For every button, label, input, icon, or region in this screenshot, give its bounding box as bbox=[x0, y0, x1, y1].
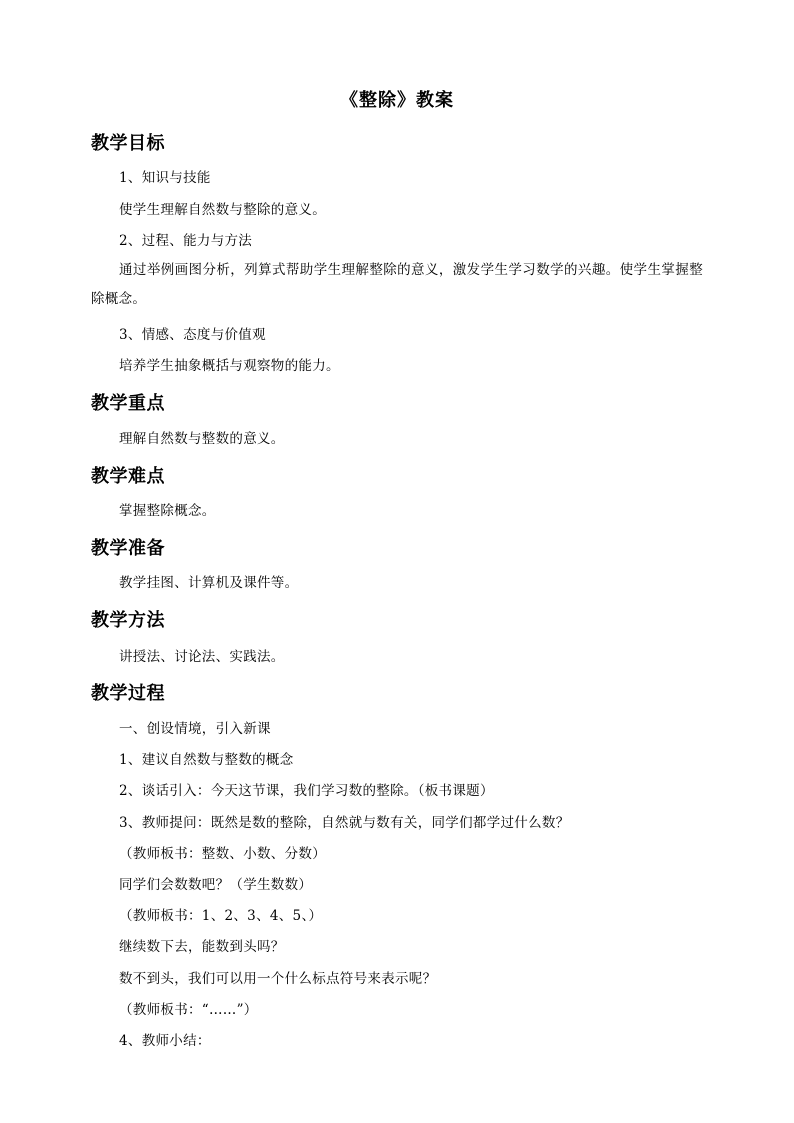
objective-item: 2、过程、能力与方法 bbox=[119, 233, 253, 249]
process-item: （教师板书：1、2、3、4、5、） bbox=[119, 908, 323, 924]
heading-key-points: 教学重点 bbox=[91, 393, 165, 414]
heading-process: 教学过程 bbox=[91, 683, 165, 704]
objective-item-paragraph: 通过举例画图分析，列算式帮助学生理解整除的意义，激发学生学习数学的兴趣。使学生掌握整除概念。 bbox=[91, 262, 703, 307]
objective-item: 3、情感、态度与价值观 bbox=[119, 327, 266, 343]
objective-item: 1、知识与技能 bbox=[119, 170, 211, 186]
difficulties-text: 掌握整除概念。 bbox=[119, 503, 216, 519]
heading-difficulties: 教学难点 bbox=[91, 466, 165, 487]
process-item: （教师板书：“……”） bbox=[119, 1002, 258, 1018]
objective-item: 使学生理解自然数与整除的意义。 bbox=[119, 202, 326, 218]
heading-preparation: 教学准备 bbox=[91, 538, 165, 559]
process-item: 继续数下去，能数到头吗？ bbox=[119, 939, 285, 955]
document-title: 《整除》教案 bbox=[340, 90, 454, 111]
methods-text: 讲授法、讨论法、实践法。 bbox=[119, 649, 285, 665]
process-item: 3、教师提问：既然是数的整除，自然就与数有关，同学们都学过什么数？ bbox=[119, 815, 570, 831]
process-item: 一、创设情境，引入新课 bbox=[119, 721, 271, 737]
process-item: 数不到头，我们可以用一个什么标点符号来表示呢？ bbox=[119, 971, 437, 987]
objective-item: 培养学生抽象概括与观察物的能力。 bbox=[119, 358, 340, 374]
process-item: （教师板书：整数、小数、分数） bbox=[119, 846, 326, 862]
process-item: 同学们会数数吧？（学生数数） bbox=[119, 877, 313, 893]
process-item: 2、谈话引入：今天这节课，我们学习数的整除。（板书课题） bbox=[119, 783, 494, 799]
process-item: 4、教师小结： bbox=[119, 1033, 211, 1049]
process-item: 1、建议自然数与整数的概念 bbox=[119, 752, 294, 768]
heading-methods: 教学方法 bbox=[91, 610, 165, 631]
preparation-text: 教学挂图、计算机及课件等。 bbox=[119, 575, 299, 591]
key-points-text: 理解自然数与整数的意义。 bbox=[119, 431, 285, 447]
heading-objectives: 教学目标 bbox=[91, 133, 165, 154]
